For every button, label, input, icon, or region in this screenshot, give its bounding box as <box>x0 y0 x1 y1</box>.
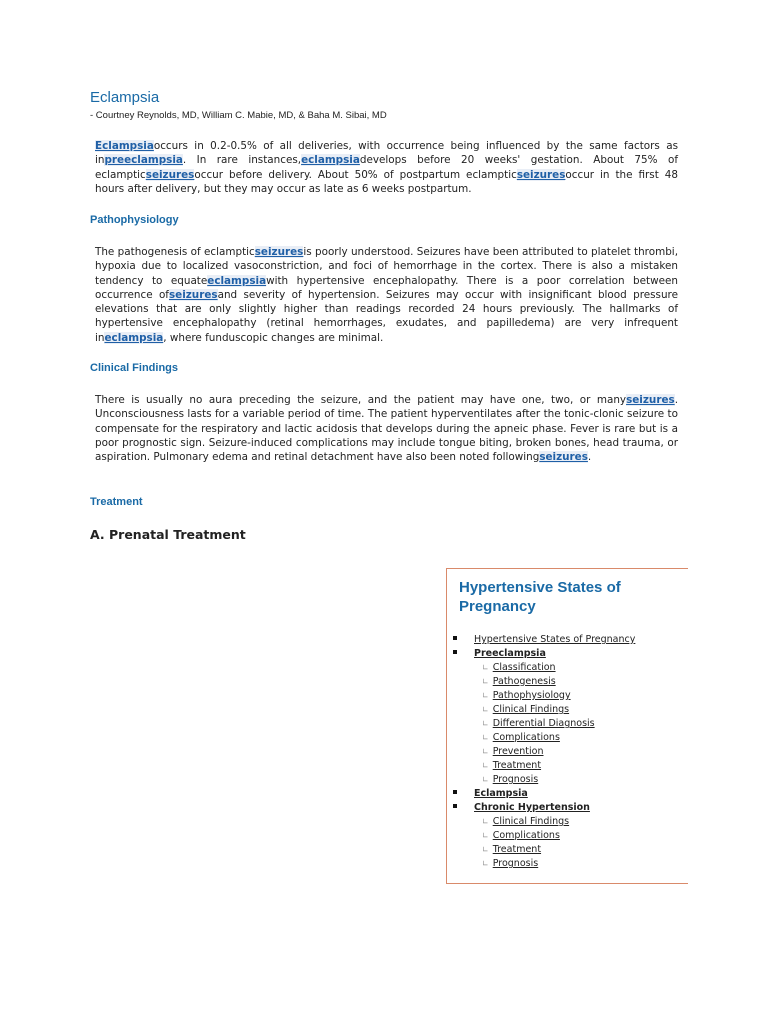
toc-item-label: Prognosis <box>492 774 539 785</box>
sub-arrow-icon: ∟ <box>482 705 489 714</box>
clinical-findings-paragraph <box>95 393 678 464</box>
article-authors: - Courtney Reynolds, MD, William C. Mabie, MD, & Baha M. Sibai, MD <box>90 110 387 121</box>
toc-item-label: Prognosis <box>492 858 539 869</box>
clinical-text-1: There is usually no aura preceding the seizure, and the patient may have one, two, or many <box>95 394 627 406</box>
link-eclampsia[interactable]: eclampsia <box>207 274 267 287</box>
toc-item-clinical-findings[interactable] <box>482 704 569 715</box>
toc-item-complications[interactable] <box>482 732 560 743</box>
link-preeclampsia[interactable]: preeclampsia <box>104 154 183 167</box>
toc-item-label: Differential Diagnosis <box>492 718 595 729</box>
bullet-icon <box>453 650 457 654</box>
link-seizures[interactable]: seizures <box>539 451 588 464</box>
intro-paragraph <box>95 139 678 196</box>
bullet-icon <box>453 804 457 808</box>
link-seizures[interactable]: seizures <box>145 168 195 181</box>
patho-text-4: and severity of hypertension. Seizures may occur with insignificant blood pressure elevations that are only slightly higher than readings recorded 24 hours previously. The hallmarks of hypertensive encephalopathy (retinal hemorrhages, exudates, and papilledema) are very infrequent in <box>95 288 678 344</box>
toc-item-treatment[interactable] <box>482 760 541 771</box>
toc-title: Hypertensive States of Pregnancy <box>459 579 621 615</box>
sub-arrow-icon: ∟ <box>482 761 489 770</box>
sub-arrow-icon: ∟ <box>482 663 489 672</box>
sub-arrow-icon: ∟ <box>482 775 489 784</box>
link-eclampsia[interactable]: eclampsia <box>301 154 360 167</box>
toc-item-hypertensive-states[interactable]: Hypertensive States of Pregnancy <box>474 634 636 645</box>
sub-arrow-icon: ∟ <box>482 817 489 826</box>
toc-item-pathogenesis[interactable] <box>482 676 556 687</box>
toc-item-label: Clinical Findings <box>492 816 570 827</box>
sub-arrow-icon: ∟ <box>482 733 489 742</box>
toc-item-treatment[interactable] <box>482 844 541 855</box>
link-eclampsia[interactable]: Eclampsia <box>95 140 154 152</box>
toc-item-label: Clinical Findings <box>492 704 570 715</box>
clinical-text-3: . <box>587 451 592 464</box>
heading-clinical-findings: Clinical Findings <box>90 362 179 374</box>
toc-item-label: Treatment <box>492 844 542 855</box>
toc-item-label: Classification <box>492 662 556 673</box>
link-seizures[interactable]: seizures <box>168 288 218 301</box>
toc-item-eclampsia[interactable]: Eclampsia <box>474 788 528 799</box>
bullet-icon <box>453 790 457 794</box>
toc-item-label: Pathogenesis <box>492 676 556 687</box>
toc-item-label: Complications <box>492 830 560 841</box>
toc-item-complications[interactable] <box>482 830 560 841</box>
article-title: Eclampsia <box>90 89 160 106</box>
toc-item-label: Prevention <box>492 746 544 757</box>
link-seizures[interactable]: seizures <box>516 168 566 181</box>
toc-item-classification[interactable] <box>482 662 556 673</box>
heading-pathophysiology: Pathophysiology <box>90 214 179 226</box>
clinical-text-2: . Unconsciousness lasts for a variable period of time. The patient hyperventilates after the tonic-clonic seizure to compensate for the respiratory and lactic acidosis that develops during the apneic phase. Fever is rare but is a poor prognostic sign. Seizure-induced complications may include tongue biting, broken bones, head trauma, or aspiration. Pulmonary edema and retinal detachment have also been noted following <box>95 394 678 464</box>
toc-item-preeclampsia[interactable]: Preeclampsia <box>474 648 546 659</box>
sub-arrow-icon: ∟ <box>482 677 489 686</box>
pathophysiology-paragraph <box>95 245 678 345</box>
intro-text-5: occur in the first 48 hours after delivery, but they may occur as late as 6 weeks postpartum. <box>95 168 678 195</box>
sub-arrow-icon: ∟ <box>482 691 489 700</box>
sub-arrow-icon: ∟ <box>482 719 489 728</box>
patho-text-2: is poorly understood. Seizures have been attributed to platelet thrombi, hypoxia due to localized vasoconstriction, and foci of hemorrhage in the cortex. There is also a mistaken tendency to equate <box>95 246 678 287</box>
toc-panel <box>446 568 688 884</box>
link-eclampsia[interactable]: eclampsia <box>104 331 164 344</box>
intro-text-2: . In rare instances, <box>182 154 302 167</box>
patho-text-5: , where funduscopic changes are minimal. <box>163 331 384 344</box>
sub-arrow-icon: ∟ <box>482 747 489 756</box>
toc-item-label: Complications <box>492 732 560 743</box>
toc-item-prevention[interactable] <box>482 746 544 757</box>
link-seizures[interactable]: seizures <box>254 246 304 258</box>
sub-arrow-icon: ∟ <box>482 845 489 854</box>
patho-text-3: with hypertensive encephalopathy. There is a poor correlation between occurrence of <box>95 274 678 301</box>
sub-arrow-icon: ∟ <box>482 859 489 868</box>
toc-item-label: Treatment <box>492 760 542 771</box>
intro-text-1: occurs in 0.2-0.5% of all deliveries, with occurrence being influenced by the same factors as in <box>95 140 678 167</box>
subheading-prenatal-treatment: A. Prenatal Treatment <box>90 527 246 542</box>
bullet-icon <box>453 636 457 640</box>
toc-item-differential-diagnosis[interactable] <box>482 718 595 729</box>
intro-text-3: develops before 20 weeks' gestation. About 75% of eclamptic <box>95 154 679 181</box>
toc-item-prognosis[interactable] <box>482 858 538 869</box>
heading-treatment: Treatment <box>90 496 143 508</box>
patho-text-1: The pathogenesis of eclamptic <box>95 246 255 258</box>
toc-item-label: Pathophysiology <box>492 690 571 701</box>
toc-item-prognosis[interactable] <box>482 774 538 785</box>
sub-arrow-icon: ∟ <box>482 831 489 840</box>
toc-item-chronic-hypertension[interactable]: Chronic Hypertension <box>474 802 590 813</box>
link-seizures[interactable]: seizures <box>626 394 675 406</box>
toc-item-pathophysiology[interactable] <box>482 690 571 701</box>
intro-text-4: occur before delivery. About 50% of postpartum eclamptic <box>194 168 517 181</box>
toc-item-clinical-findings[interactable] <box>482 816 569 827</box>
